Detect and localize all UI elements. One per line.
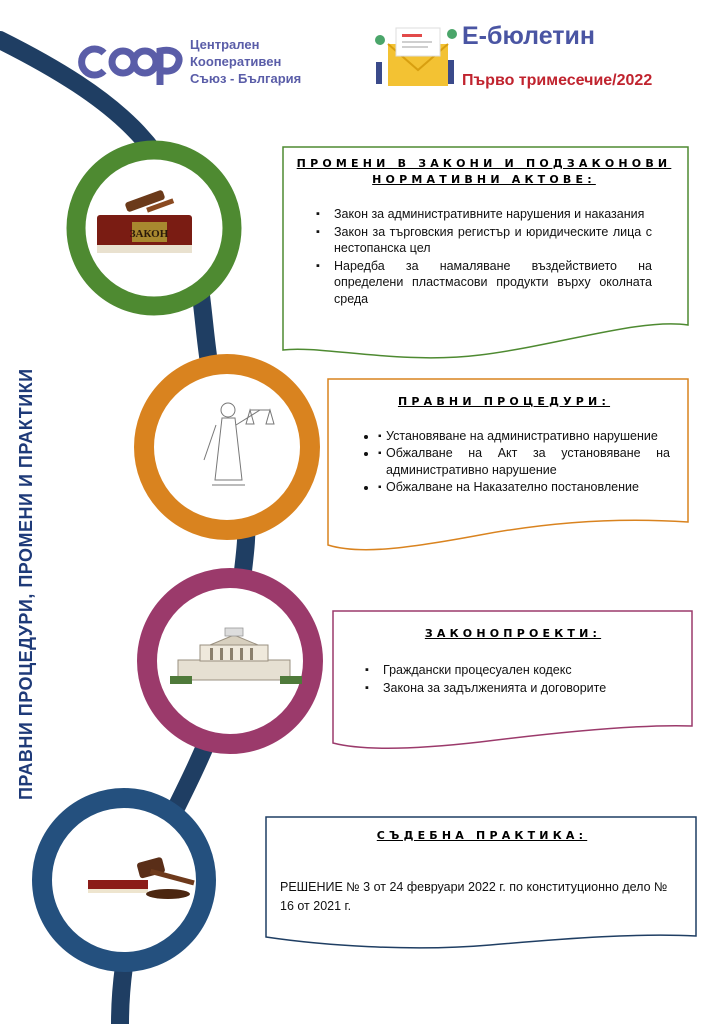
list-item: ▪ Закон за административните нарушения и наказания <box>310 206 652 223</box>
section-procedures-list <box>338 428 670 496</box>
envelope-illustration <box>375 28 457 86</box>
ring-orange <box>144 364 310 530</box>
section-case-law-heading: СЪДЕБНА ПРАКТИКА: <box>376 829 588 842</box>
list-item: ▪ • Обжалване на Наказателно постановление <box>378 479 670 496</box>
section-procedures <box>338 394 670 512</box>
org-name <box>190 36 301 87</box>
side-title: ПРАВНИ ПРОЦЕДУРИ, ПРОМЕНИ И ПРАКТИКИ <box>16 368 36 800</box>
list-item: ▪ • Установяване на административно нарушение <box>378 428 670 445</box>
section-case-law <box>280 828 684 916</box>
section-bills-list <box>345 662 659 696</box>
list-item: ▪ Закон за търговския регистър и юридическите лица с нестопанска цел <box>310 224 652 257</box>
section-laws-heading <box>296 156 672 188</box>
section-laws-list <box>296 206 652 307</box>
section-procedures-heading: ПРАВНИ ПРОЦЕДУРИ: <box>397 395 611 408</box>
list-item: ▪ • Обжалване на Акт за установяване на административно нарушение <box>378 445 670 479</box>
org-name-line-1: Централен <box>190 37 260 52</box>
law-book-label: ЗАКОН <box>129 228 169 240</box>
org-name-line-2: Кооперативен <box>190 54 282 69</box>
org-name-line-3: Съюз - България <box>190 71 302 86</box>
section-laws <box>296 156 672 308</box>
bulletin-title: Е-бюлетин <box>462 22 596 50</box>
bulletin-period: Първо тримесечие/2022 <box>462 72 653 89</box>
list-item: ▪ Закона за задълженията и договорите <box>359 680 659 697</box>
list-item: ▪ Наредба за намаляване въздействието на определени пластмасови продукти върху околната среда <box>310 258 652 308</box>
list-item: ▪ Граждански процесуален кодекс <box>359 662 659 679</box>
case-law-text: РЕШЕНИЕ № 3 от 24 февруари 2022 г. по конституционно дело № 16 от 2021 г. <box>280 880 668 913</box>
section-bills <box>345 626 681 697</box>
section-laws-heading-line-1: ПРОМЕНИ В ЗАКОНИ И ПОДЗАКОНОВИ <box>296 157 672 170</box>
section-bills-heading: ЗАКОНОПРОЕКТИ: <box>424 627 602 640</box>
section-laws-heading-line-2: НОРМАТИВНИ АКТОВЕ: <box>372 173 596 186</box>
org-logo-block <box>70 30 330 100</box>
